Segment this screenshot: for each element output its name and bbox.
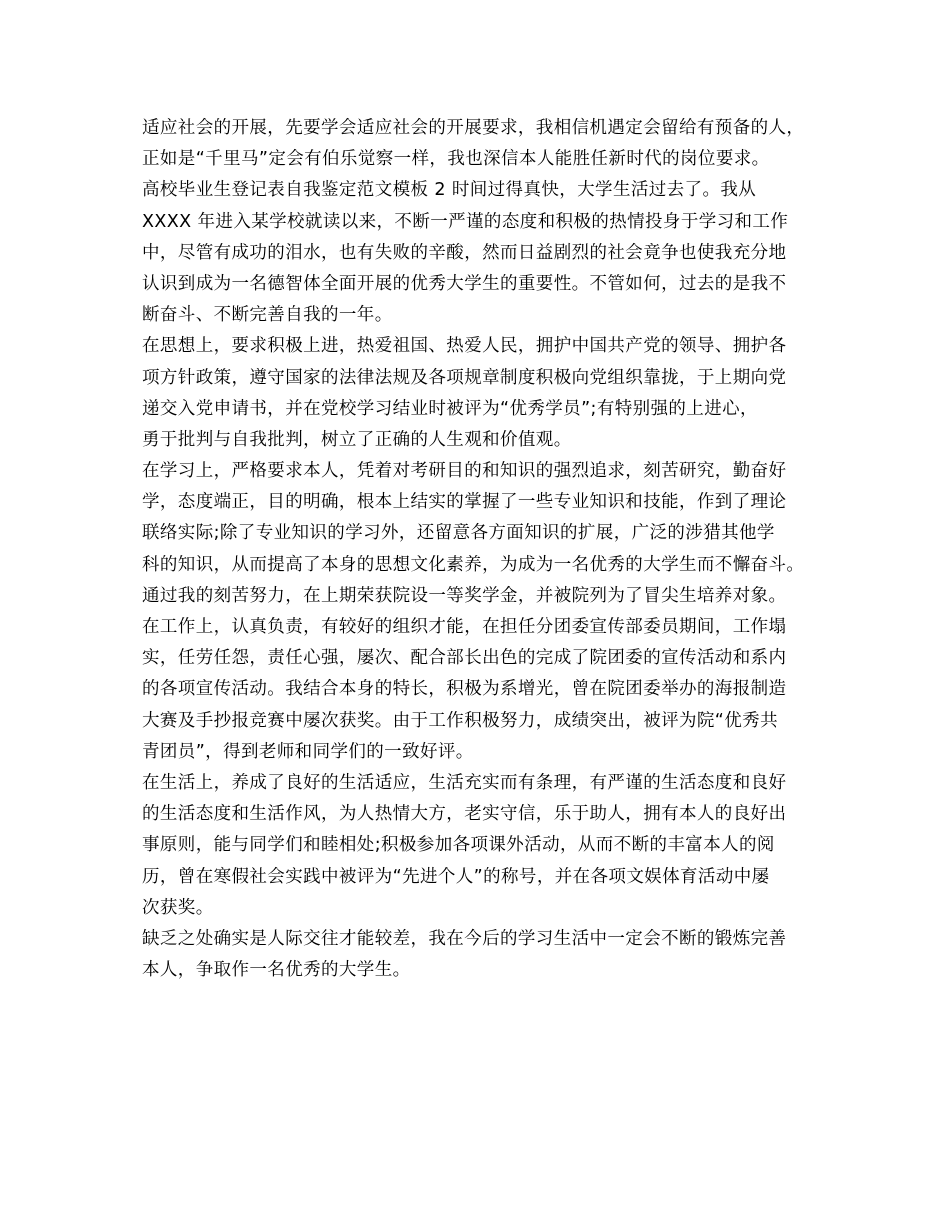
- text-line: 断奋斗、不断完善自我的一年。: [142, 305, 393, 326]
- text-line: 的各项宣传活动。我结合本身的特长，积极为系增光，曾在院团委举办的海报制造: [142, 679, 787, 700]
- text-line: 次获奖。: [142, 897, 214, 918]
- document-body: [142, 113, 832, 986]
- text-line: 在工作上，认真负责，有较好的组织才能，在担任分团委宣传部委员期间，工作塌: [142, 617, 787, 637]
- text-line: 青团员”，得到老师和同学们的一致好评。: [142, 741, 474, 762]
- text-line: 高校毕业生登记表自我鉴定范文模板 2 时间过得真快，大学生活过去了。我从: [142, 180, 757, 201]
- text-line: 在思想上，要求积极上进，热爱祖国、热爱人民，拥护中国共产党的领导、拥护各: [142, 336, 787, 357]
- text-line: 通过我的刻苦努力，在上期荣获院设一等奖学金，并被院列为了冒尖生培养对象。: [142, 585, 787, 606]
- text-line: 本人，争取作一名优秀的大学生。: [142, 960, 411, 981]
- text-line: 历，曾在寒假社会实践中被评为“先进个人”的称号，并在各项文娱体育活动中屡: [142, 866, 770, 887]
- text-line: 认识到成为一名德智体全面开展的优秀大学生的重要性。不管如何，过去的是我不: [142, 273, 787, 294]
- text-line: 在学习上，严格要求本人，凭着对考研目的和知识的强烈追求，刻苦研究，勤奋好: [142, 461, 787, 482]
- text-line: 科的知识，从而提高了本身的思想文化素养，为成为一名优秀的大学生而不懈奋斗。: [142, 554, 805, 575]
- text-line: 学，态度端正，目的明确，根本上结实的掌握了一些专业知识和技能，作到了理论: [142, 492, 787, 513]
- text-line: 在生活上，养成了良好的生活适应，生活充实而有条理，有严谨的生活态度和良好: [142, 772, 787, 793]
- text-line: 递交入党申请书，并在党校学习结业时被评为“优秀学员”;有特别强的上进心，: [142, 398, 758, 419]
- text-line: 大赛及手抄报竞赛中屡次获奖。由于工作积极努力，成绩突出，被评为院“优秀共: [142, 710, 778, 731]
- text-line: 适应社会的开展，先要学会适应社会的开展要求，我相信机遇定会留给有预备的人，: [142, 118, 805, 138]
- text-line: XXXX 年进入某学校就读以来，不断一严谨的态度和积极的热情投身于学习和工作: [142, 211, 789, 232]
- text-line: 项方针政策，遵守国家的法律法规及各项规章制度积极向党组织靠拢，于上期向党: [142, 367, 787, 388]
- text-line: 联络实际;除了专业知识的学习外，还留意各方面知识的扩展，广泛的涉猎其他学: [142, 523, 775, 544]
- text-line: 正如是“千里马”定会有伯乐觉察一样，我也深信本人能胜任新时代的岗位要求。: [142, 149, 770, 170]
- text-line: 事原则，能与同学们和睦相处;积极参加各项课外活动，从而不断的丰富本人的阅: [142, 835, 775, 856]
- text-line: 缺乏之处确实是人际交往才能较差，我在今后的学习生活中一定会不断的锻炼完善: [142, 928, 787, 949]
- text-line: 中，尽管有成功的泪水，也有失败的辛酸，然而日益剧烈的社会竟争也使我充分地: [142, 242, 787, 263]
- text-line: 勇于批判与自我批判，树立了正确的人生观和价值观。: [142, 429, 572, 450]
- text-line: 实，任劳任怨，责任心强，屡次、配合部长出色的完成了院团委的宣传活动和系内: [142, 648, 787, 669]
- text-line: 的生活态度和生活作风，为人热情大方，老实守信，乐于助人，拥有本人的良好出: [142, 804, 787, 825]
